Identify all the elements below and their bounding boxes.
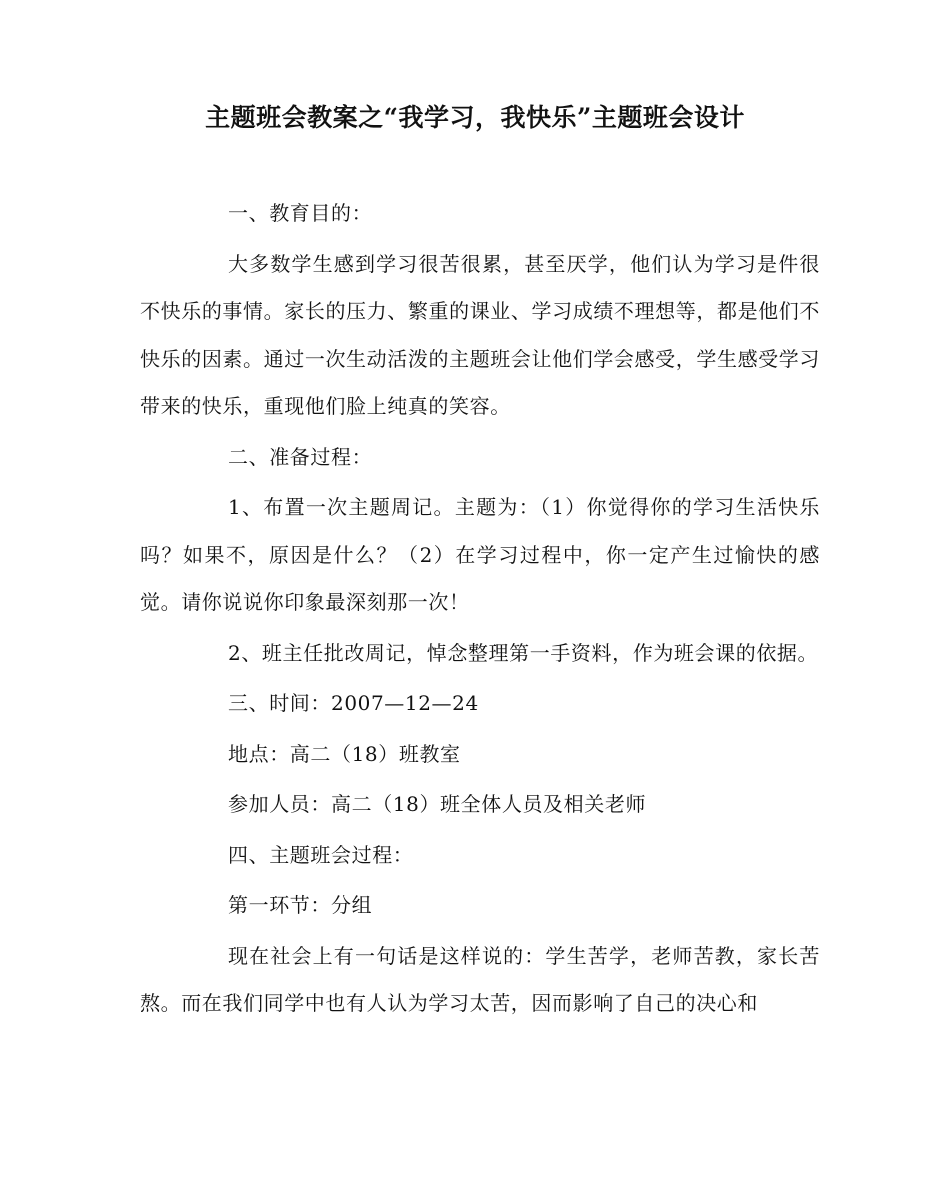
paragraph-step-1: 现在社会上有一句话是这样说的：学生苦学，老师苦教，家长苦熬。而在我们同学中也有人认为学习太苦，因而影响了自己的决心和 <box>140 943 820 1015</box>
paragraph-participants: 参加人员：高二（18）班全体人员及相关老师 <box>228 792 647 816</box>
section-heading-purpose: 一、教育目的： <box>228 201 373 225</box>
subheading-step-1: 第一环节：分组 <box>228 893 373 917</box>
paragraph-preparation-2: 2、班主任批改周记，悼念整理第一手资料，作为班会课的依据。 <box>228 640 819 665</box>
section-heading-time: 三、时间：2007—12—24 <box>228 691 479 715</box>
document-title: 主题班会教案之“我学习，我快乐”主题班会设计 <box>205 103 745 132</box>
paragraph-purpose: 大多数学生感到学习很苦很累，甚至厌学，他们认为学习是件很不快乐的事情。家长的压力、繁重的课业、学习成绩不理想等，都是他们不快乐的因素。通过一次生动活泼的主题班会让他们学会感受，学生感受学习带来的快乐，重现他们脸上纯真的笑容。 <box>140 251 820 418</box>
document-body <box>140 190 820 1031</box>
paragraph-preparation-1: 1、布置一次主题周记。主题为：（1）你觉得你的学习生活快乐吗？如果不，原因是什么？（2）在学习过程中，你一定产生过愉快的感觉。请你说说你印象最深刻那一次！ <box>140 495 820 614</box>
section-heading-preparation: 二、准备过程： <box>228 444 373 469</box>
section-heading-process: 四、主题班会过程： <box>228 842 414 867</box>
paragraph-location: 地点：高二（18）班教室 <box>228 741 461 766</box>
